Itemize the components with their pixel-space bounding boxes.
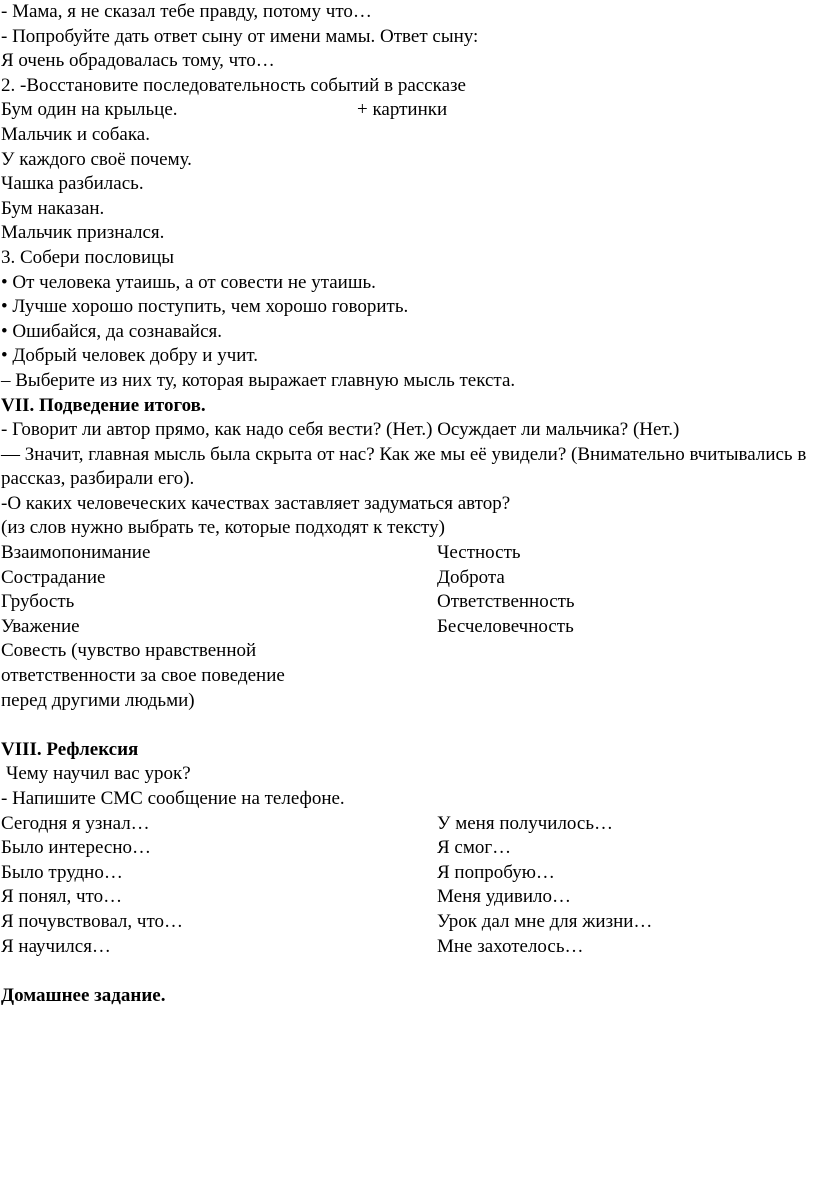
- spacer: [1, 713, 813, 738]
- proverb-item: • Лучше хорошо поступить, чем хорошо говорить.: [1, 296, 409, 318]
- sequence-item: У каждого своё почему.: [1, 148, 192, 170]
- phrase-right: Урок дал мне для жизни…: [437, 910, 653, 932]
- phrases-row: [1, 861, 813, 886]
- quality-left: Взаимопонимание: [1, 542, 151, 564]
- homework-heading: Домашнее задание.: [1, 984, 166, 1006]
- summary-question-3-note: (из слов нужно выбрать те, которые подходят к тексту): [1, 517, 445, 539]
- quality-right: Бесчеловечность: [437, 615, 574, 637]
- sequence-item-1: Бум один на крыльце.: [1, 99, 178, 121]
- sequence-first-row: [1, 98, 813, 123]
- intro-line-3: Я очень обрадовалась тому, что…: [1, 50, 275, 72]
- spacer: [1, 959, 813, 984]
- qualities-row: [1, 615, 813, 640]
- qualities-row: [1, 541, 813, 566]
- phrase-right: Мне захотелось…: [437, 935, 584, 957]
- proverb-item: • Добрый человек добру и учит.: [1, 345, 259, 367]
- conscience-line: ответственности за свое поведение: [1, 665, 285, 687]
- summary-question-3: -О каких человеческих качествах заставляет задуматься автор?: [1, 492, 511, 514]
- pictures-note: + картинки: [357, 99, 448, 121]
- summary-question-1: - Говорит ли автор прямо, как надо себя вести? (Нет.) Осуждает ли мальчика? (Нет.): [1, 419, 680, 441]
- phrases-row: [1, 935, 813, 960]
- quality-left: Грубость: [1, 591, 75, 613]
- phrase-right: Меня удивило…: [437, 886, 571, 908]
- intro-line-1: - Мама, я не сказал тебе правду, потому что…: [1, 1, 372, 22]
- qualities-row: [1, 566, 813, 591]
- sequence-item: Мальчик признался.: [1, 222, 165, 244]
- quality-left: Сострадание: [1, 566, 106, 588]
- proverbs-task: – Выберите из них ту, которая выражает главную мысль текста.: [1, 369, 516, 391]
- proverbs-heading: 3. Собери пословицы: [1, 246, 175, 268]
- sequence-task: 2. -Восстановите последовательность событий в рассказе: [1, 74, 466, 96]
- phrases-row: [1, 836, 813, 861]
- reflection-heading: VIII. Рефлексия: [1, 738, 139, 760]
- phrase-right: Я смог…: [437, 837, 512, 859]
- summary-heading: VII. Подведение итогов.: [1, 394, 206, 416]
- phrases-row: [1, 910, 813, 935]
- phrase-left: Я понял, что…: [1, 886, 123, 908]
- phrase-left: Было трудно…: [1, 861, 123, 883]
- phrase-left: Я научился…: [1, 935, 111, 957]
- reflection-question-1: Чему научил вас урок?: [6, 763, 191, 785]
- conscience-line: Совесть (чувство нравственной: [1, 640, 257, 662]
- document-page: [1, 0, 813, 1008]
- quality-right: Честность: [437, 542, 521, 564]
- sequence-item: Мальчик и собака.: [1, 123, 150, 145]
- phrase-left: Было интересно…: [1, 837, 151, 859]
- qualities-row: [1, 590, 813, 615]
- phrase-right: Я попробую…: [437, 861, 555, 883]
- conscience-line: перед другими людьми): [1, 689, 195, 711]
- summary-question-2: — Значит, главная мысль была скрыта от нас? Как же мы её увидели? (Внимательно вчитывались в рассказ, разбирали его).: [1, 443, 807, 490]
- phrase-left: Сегодня я узнал…: [1, 812, 150, 834]
- quality-right: Доброта: [437, 566, 505, 588]
- proverb-item: • Ошибайся, да сознавайся.: [1, 320, 222, 342]
- phrase-right: У меня получилось…: [437, 812, 613, 834]
- sequence-item: Чашка разбилась.: [1, 173, 144, 195]
- intro-line-2: - Попробуйте дать ответ сыну от имени мамы. Ответ сыну:: [1, 25, 479, 47]
- reflection-question-2: - Напишите СМС сообщение на телефоне.: [1, 788, 345, 809]
- quality-left: Уважение: [1, 615, 80, 637]
- phrases-row: [1, 812, 813, 837]
- sequence-item: Бум наказан.: [1, 197, 105, 219]
- quality-right: Ответственность: [437, 591, 575, 613]
- phrase-left: Я почувствовал, что…: [1, 910, 184, 932]
- proverb-item: • От человека утаишь, а от совести не утаишь.: [1, 271, 376, 293]
- phrases-row: [1, 885, 813, 910]
